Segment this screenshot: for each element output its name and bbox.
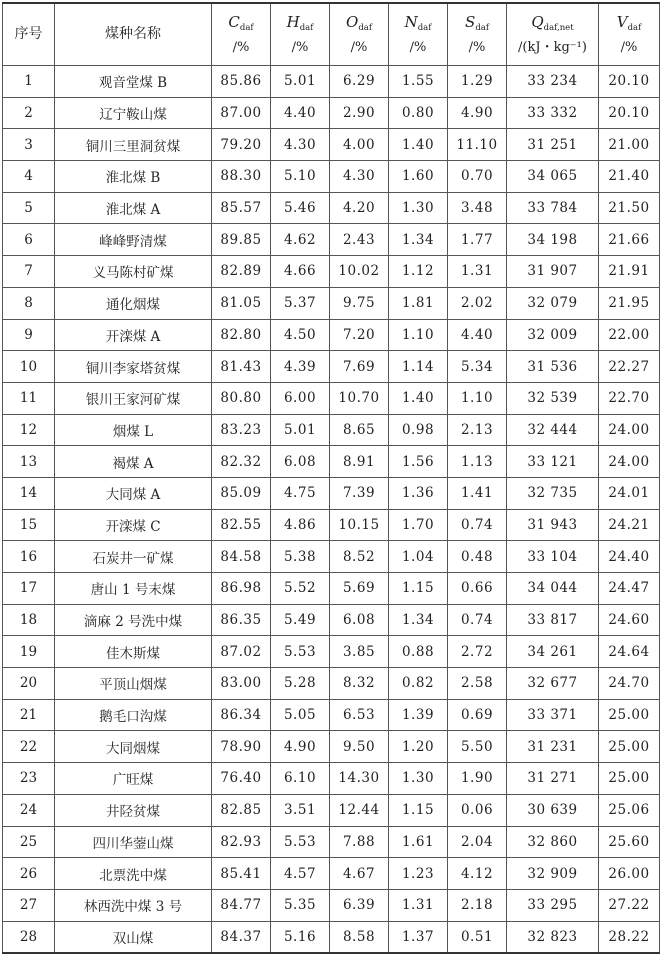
- cell-q: 32 735: [507, 477, 599, 509]
- cell-o: 7.39: [330, 477, 389, 509]
- cell-q: 34 198: [507, 224, 599, 256]
- cell-v: 24.60: [599, 604, 660, 636]
- table-row: [3, 636, 660, 668]
- cell-n: 1.30: [389, 763, 448, 795]
- cell-s: 2.04: [448, 826, 507, 858]
- cell-v: 20.10: [599, 97, 660, 129]
- cell-v: 24.40: [599, 541, 660, 573]
- cell-h: 6.08: [271, 446, 330, 478]
- cell-q: 32 909: [507, 858, 599, 890]
- cell-index: 28: [3, 921, 55, 953]
- cell-c: 80.80: [212, 382, 271, 414]
- cell-c: 82.89: [212, 256, 271, 288]
- cell-o: 10.02: [330, 256, 389, 288]
- cell-h: 4.40: [271, 97, 330, 129]
- cell-h: 5.52: [271, 573, 330, 605]
- cell-v: 21.95: [599, 287, 660, 319]
- cell-c: 85.41: [212, 858, 271, 890]
- cell-coal-name: 开滦煤 A: [55, 319, 212, 351]
- cell-coal-name: 峰峰野清煤: [55, 224, 212, 256]
- cell-q: 33 234: [507, 66, 599, 98]
- cell-c: 82.80: [212, 319, 271, 351]
- cell-h: 5.10: [271, 161, 330, 193]
- cell-q: 33 817: [507, 604, 599, 636]
- cell-o: 6.53: [330, 699, 389, 731]
- cell-c: 89.85: [212, 224, 271, 256]
- cell-c: 85.09: [212, 477, 271, 509]
- cell-h: 4.50: [271, 319, 330, 351]
- cell-q: 32 860: [507, 826, 599, 858]
- cell-s: 2.13: [448, 414, 507, 446]
- cell-n: 1.31: [389, 889, 448, 921]
- cell-o: 6.39: [330, 889, 389, 921]
- cell-n: 1.23: [389, 858, 448, 890]
- cell-n: 1.37: [389, 921, 448, 953]
- cell-coal-name: 双山煤: [55, 921, 212, 953]
- cell-n: 1.30: [389, 192, 448, 224]
- cell-c: 82.55: [212, 509, 271, 541]
- cell-q: 33 295: [507, 889, 599, 921]
- cell-q: 34 261: [507, 636, 599, 668]
- cell-n: 0.98: [389, 414, 448, 446]
- cell-q: 33 121: [507, 446, 599, 478]
- cell-h: 5.46: [271, 192, 330, 224]
- cell-c: 88.30: [212, 161, 271, 193]
- cell-index: 6: [3, 224, 55, 256]
- cell-h: 5.38: [271, 541, 330, 573]
- cell-c: 87.00: [212, 97, 271, 129]
- cell-s: 1.77: [448, 224, 507, 256]
- cell-n: 0.80: [389, 97, 448, 129]
- cell-coal-name: 铜川李家塔贫煤: [55, 351, 212, 383]
- cell-c: 86.98: [212, 573, 271, 605]
- cell-coal-name: 淮北煤 A: [55, 192, 212, 224]
- cell-index: 3: [3, 129, 55, 161]
- cell-v: 20.10: [599, 66, 660, 98]
- cell-s: 1.10: [448, 382, 507, 414]
- cell-index: 5: [3, 192, 55, 224]
- cell-h: 5.05: [271, 699, 330, 731]
- cell-v: 24.01: [599, 477, 660, 509]
- cell-v: 21.50: [599, 192, 660, 224]
- cell-coal-name: 林西洗中煤 3 号: [55, 889, 212, 921]
- cell-coal-name: 佳木斯煤: [55, 636, 212, 668]
- cell-n: 1.34: [389, 604, 448, 636]
- cell-v: 21.66: [599, 224, 660, 256]
- table-row: [3, 699, 660, 731]
- cell-v: 26.00: [599, 858, 660, 890]
- cell-s: 1.41: [448, 477, 507, 509]
- cell-coal-name: 平顶山烟煤: [55, 668, 212, 700]
- cell-s: 0.74: [448, 509, 507, 541]
- cell-coal-name: 辽宁鞍山煤: [55, 97, 212, 129]
- cell-s: 0.70: [448, 161, 507, 193]
- cell-index: 11: [3, 382, 55, 414]
- header-s: $S_{daf}$ /%: [448, 3, 507, 66]
- cell-h: 4.39: [271, 351, 330, 383]
- table-row: [3, 287, 660, 319]
- cell-c: 84.37: [212, 921, 271, 953]
- cell-s: 2.58: [448, 668, 507, 700]
- table-row: [3, 319, 660, 351]
- cell-index: 24: [3, 794, 55, 826]
- cell-v: 27.22: [599, 889, 660, 921]
- cell-q: 34 065: [507, 161, 599, 193]
- cell-c: 85.86: [212, 66, 271, 98]
- cell-coal-name: 鹅毛口沟煤: [55, 699, 212, 731]
- cell-v: 21.91: [599, 256, 660, 288]
- cell-n: 1.81: [389, 287, 448, 319]
- cell-c: 87.02: [212, 636, 271, 668]
- cell-c: 85.57: [212, 192, 271, 224]
- header-c: $C_{daf}$ /%: [212, 3, 271, 66]
- cell-q: 33 332: [507, 97, 599, 129]
- cell-coal-name: 观音堂煤 B: [55, 66, 212, 98]
- cell-coal-name: 烟煤 L: [55, 414, 212, 446]
- cell-index: 18: [3, 604, 55, 636]
- cell-index: 7: [3, 256, 55, 288]
- table-body: [3, 66, 660, 954]
- cell-index: 15: [3, 509, 55, 541]
- cell-v: 21.00: [599, 129, 660, 161]
- cell-index: 27: [3, 889, 55, 921]
- cell-q: 32 079: [507, 287, 599, 319]
- cell-n: 0.82: [389, 668, 448, 700]
- cell-o: 3.85: [330, 636, 389, 668]
- cell-s: 5.50: [448, 731, 507, 763]
- cell-s: 0.06: [448, 794, 507, 826]
- cell-n: 1.12: [389, 256, 448, 288]
- cell-o: 10.70: [330, 382, 389, 414]
- cell-o: 8.91: [330, 446, 389, 478]
- cell-o: 4.20: [330, 192, 389, 224]
- cell-s: 4.90: [448, 97, 507, 129]
- cell-index: 13: [3, 446, 55, 478]
- table-row: [3, 921, 660, 953]
- cell-o: 8.65: [330, 414, 389, 446]
- table-row: [3, 731, 660, 763]
- cell-index: 20: [3, 668, 55, 700]
- cell-coal-name: 铜川三里洞贫煤: [55, 129, 212, 161]
- cell-h: 5.28: [271, 668, 330, 700]
- cell-n: 0.88: [389, 636, 448, 668]
- cell-coal-name: 四川华蓥山煤: [55, 826, 212, 858]
- header-v: $V_{daf}$ /%: [599, 3, 660, 66]
- header-n: $N_{daf}$ /%: [389, 3, 448, 66]
- cell-o: 9.75: [330, 287, 389, 319]
- cell-s: 2.72: [448, 636, 507, 668]
- cell-q: 32 823: [507, 921, 599, 953]
- cell-coal-name: 大同煤 A: [55, 477, 212, 509]
- cell-index: 16: [3, 541, 55, 573]
- cell-h: 5.49: [271, 604, 330, 636]
- cell-v: 22.27: [599, 351, 660, 383]
- cell-v: 25.06: [599, 794, 660, 826]
- cell-h: 6.00: [271, 382, 330, 414]
- cell-o: 10.15: [330, 509, 389, 541]
- cell-q: 34 044: [507, 573, 599, 605]
- cell-coal-name: 义马陈村矿煤: [55, 256, 212, 288]
- table-row: [3, 858, 660, 890]
- table-row: [3, 97, 660, 129]
- cell-s: 0.74: [448, 604, 507, 636]
- cell-s: 0.66: [448, 573, 507, 605]
- cell-n: 1.15: [389, 794, 448, 826]
- cell-v: 24.00: [599, 446, 660, 478]
- table-row: [3, 129, 660, 161]
- cell-s: 3.48: [448, 192, 507, 224]
- table-row: [3, 509, 660, 541]
- cell-index: 19: [3, 636, 55, 668]
- cell-o: 4.67: [330, 858, 389, 890]
- cell-v: 24.47: [599, 573, 660, 605]
- cell-n: 1.55: [389, 66, 448, 98]
- cell-h: 5.01: [271, 66, 330, 98]
- cell-o: 14.30: [330, 763, 389, 795]
- cell-coal-name: 北票洗中煤: [55, 858, 212, 890]
- cell-c: 76.40: [212, 763, 271, 795]
- cell-coal-name: 滴麻 2 号洗中煤: [55, 604, 212, 636]
- cell-n: 1.40: [389, 382, 448, 414]
- cell-c: 81.43: [212, 351, 271, 383]
- cell-s: 4.40: [448, 319, 507, 351]
- cell-n: 1.70: [389, 509, 448, 541]
- cell-v: 24.00: [599, 414, 660, 446]
- cell-index: 10: [3, 351, 55, 383]
- table-row: [3, 889, 660, 921]
- cell-q: 32 677: [507, 668, 599, 700]
- cell-s: 1.13: [448, 446, 507, 478]
- cell-v: 25.60: [599, 826, 660, 858]
- cell-q: 31 251: [507, 129, 599, 161]
- cell-v: 25.00: [599, 699, 660, 731]
- cell-n: 1.20: [389, 731, 448, 763]
- table-row: [3, 446, 660, 478]
- cell-coal-name: 大同烟煤: [55, 731, 212, 763]
- cell-s: 2.18: [448, 889, 507, 921]
- cell-v: 25.00: [599, 763, 660, 795]
- cell-coal-name: 广旺煤: [55, 763, 212, 795]
- cell-c: 82.85: [212, 794, 271, 826]
- cell-c: 84.58: [212, 541, 271, 573]
- cell-q: 31 231: [507, 731, 599, 763]
- cell-index: 17: [3, 573, 55, 605]
- cell-c: 83.00: [212, 668, 271, 700]
- table-row: [3, 826, 660, 858]
- cell-index: 25: [3, 826, 55, 858]
- cell-o: 7.69: [330, 351, 389, 383]
- table-row: [3, 541, 660, 573]
- cell-v: 24.64: [599, 636, 660, 668]
- coal-properties-table: [2, 2, 660, 954]
- cell-c: 86.34: [212, 699, 271, 731]
- table-row: [3, 414, 660, 446]
- table-row: [3, 256, 660, 288]
- cell-v: 24.70: [599, 668, 660, 700]
- cell-h: 4.30: [271, 129, 330, 161]
- table-header: [3, 3, 660, 66]
- header-o: $O_{daf}$ /%: [330, 3, 389, 66]
- cell-o: 2.43: [330, 224, 389, 256]
- cell-n: 1.36: [389, 477, 448, 509]
- cell-s: 0.51: [448, 921, 507, 953]
- cell-coal-name: 通化烟煤: [55, 287, 212, 319]
- cell-q: 30 639: [507, 794, 599, 826]
- table-row: [3, 763, 660, 795]
- cell-coal-name: 褐煤 A: [55, 446, 212, 478]
- cell-s: 2.02: [448, 287, 507, 319]
- table-row: [3, 794, 660, 826]
- cell-q: 32 539: [507, 382, 599, 414]
- cell-q: 33 371: [507, 699, 599, 731]
- cell-h: 4.62: [271, 224, 330, 256]
- cell-h: 4.66: [271, 256, 330, 288]
- cell-v: 21.40: [599, 161, 660, 193]
- table-row: [3, 573, 660, 605]
- table-row: [3, 224, 660, 256]
- cell-n: 1.10: [389, 319, 448, 351]
- cell-n: 1.14: [389, 351, 448, 383]
- cell-coal-name: 石炭井一矿煤: [55, 541, 212, 573]
- cell-coal-name: 银川王家河矿煤: [55, 382, 212, 414]
- cell-c: 79.20: [212, 129, 271, 161]
- header-name: 煤种名称: [55, 3, 212, 66]
- cell-q: 32 009: [507, 319, 599, 351]
- cell-n: 1.40: [389, 129, 448, 161]
- cell-h: 3.51: [271, 794, 330, 826]
- cell-h: 6.10: [271, 763, 330, 795]
- cell-s: 0.69: [448, 699, 507, 731]
- cell-s: 5.34: [448, 351, 507, 383]
- cell-h: 4.75: [271, 477, 330, 509]
- table-row: [3, 351, 660, 383]
- cell-v: 22.70: [599, 382, 660, 414]
- cell-index: 23: [3, 763, 55, 795]
- cell-coal-name: 唐山 1 号末煤: [55, 573, 212, 605]
- cell-index: 12: [3, 414, 55, 446]
- cell-o: 4.00: [330, 129, 389, 161]
- cell-h: 5.01: [271, 414, 330, 446]
- cell-c: 81.05: [212, 287, 271, 319]
- cell-v: 25.00: [599, 731, 660, 763]
- cell-n: 1.56: [389, 446, 448, 478]
- cell-n: 1.15: [389, 573, 448, 605]
- cell-h: 5.16: [271, 921, 330, 953]
- cell-o: 2.90: [330, 97, 389, 129]
- header-q: $Q_{daf,net}$ /(kJ・kg⁻¹): [507, 3, 599, 66]
- cell-v: 24.21: [599, 509, 660, 541]
- table-row: [3, 66, 660, 98]
- cell-index: 21: [3, 699, 55, 731]
- cell-o: 7.88: [330, 826, 389, 858]
- cell-s: 4.12: [448, 858, 507, 890]
- cell-o: 8.58: [330, 921, 389, 953]
- cell-n: 1.34: [389, 224, 448, 256]
- table-row: [3, 477, 660, 509]
- header-h: $H_{daf}$ /%: [271, 3, 330, 66]
- cell-index: 26: [3, 858, 55, 890]
- header-row: [3, 3, 660, 66]
- cell-c: 84.77: [212, 889, 271, 921]
- cell-c: 82.93: [212, 826, 271, 858]
- header-index: 序号: [3, 3, 55, 66]
- cell-n: 1.39: [389, 699, 448, 731]
- cell-o: 7.20: [330, 319, 389, 351]
- cell-coal-name: 井陉贫煤: [55, 794, 212, 826]
- cell-q: 31 536: [507, 351, 599, 383]
- cell-o: 6.08: [330, 604, 389, 636]
- cell-h: 5.35: [271, 889, 330, 921]
- cell-c: 78.90: [212, 731, 271, 763]
- cell-s: 0.48: [448, 541, 507, 573]
- table-row: [3, 604, 660, 636]
- cell-o: 8.32: [330, 668, 389, 700]
- cell-h: 5.37: [271, 287, 330, 319]
- cell-o: 12.44: [330, 794, 389, 826]
- cell-index: 4: [3, 161, 55, 193]
- cell-q: 33 104: [507, 541, 599, 573]
- cell-q: 33 784: [507, 192, 599, 224]
- cell-q: 31 943: [507, 509, 599, 541]
- cell-s: 1.29: [448, 66, 507, 98]
- cell-h: 5.53: [271, 636, 330, 668]
- cell-c: 86.35: [212, 604, 271, 636]
- cell-h: 4.57: [271, 858, 330, 890]
- cell-n: 1.04: [389, 541, 448, 573]
- table-row: [3, 382, 660, 414]
- cell-h: 4.90: [271, 731, 330, 763]
- cell-s: 11.10: [448, 129, 507, 161]
- cell-index: 9: [3, 319, 55, 351]
- cell-h: 5.53: [271, 826, 330, 858]
- cell-index: 2: [3, 97, 55, 129]
- cell-v: 28.22: [599, 921, 660, 953]
- cell-c: 82.32: [212, 446, 271, 478]
- cell-n: 1.61: [389, 826, 448, 858]
- cell-coal-name: 开滦煤 C: [55, 509, 212, 541]
- table-row: [3, 668, 660, 700]
- table-row: [3, 161, 660, 193]
- cell-index: 22: [3, 731, 55, 763]
- cell-index: 8: [3, 287, 55, 319]
- cell-o: 6.29: [330, 66, 389, 98]
- cell-s: 1.31: [448, 256, 507, 288]
- cell-index: 14: [3, 477, 55, 509]
- cell-q: 31 271: [507, 763, 599, 795]
- cell-index: 1: [3, 66, 55, 98]
- cell-s: 1.90: [448, 763, 507, 795]
- cell-c: 83.23: [212, 414, 271, 446]
- cell-v: 22.00: [599, 319, 660, 351]
- cell-q: 31 907: [507, 256, 599, 288]
- cell-n: 1.60: [389, 161, 448, 193]
- table-row: [3, 192, 660, 224]
- cell-h: 4.86: [271, 509, 330, 541]
- cell-o: 4.30: [330, 161, 389, 193]
- cell-q: 32 444: [507, 414, 599, 446]
- cell-o: 5.69: [330, 573, 389, 605]
- cell-o: 9.50: [330, 731, 389, 763]
- cell-coal-name: 淮北煤 B: [55, 161, 212, 193]
- cell-o: 8.52: [330, 541, 389, 573]
